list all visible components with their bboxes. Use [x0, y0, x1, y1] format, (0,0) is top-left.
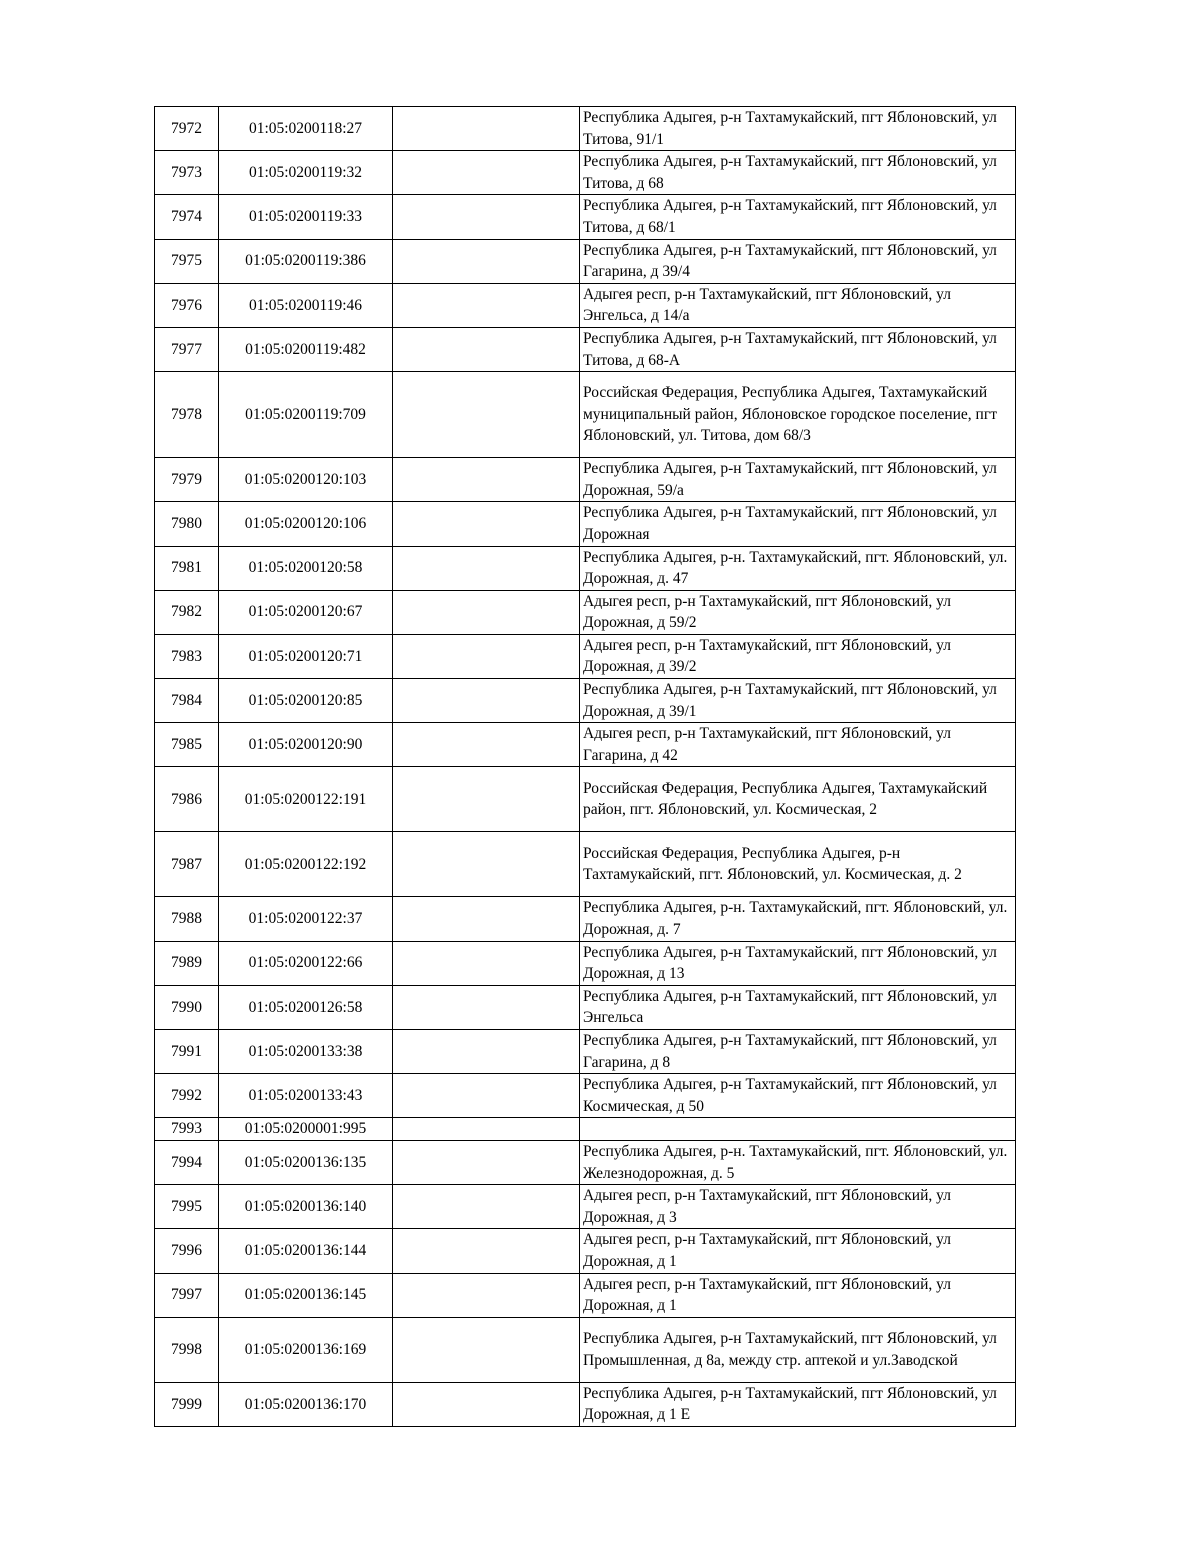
row-number: 7978	[155, 372, 219, 458]
empty-cell	[393, 679, 580, 723]
table-row	[155, 283, 1016, 327]
address: Адыгея респ, р-н Тахтамукайский, пгт Яблоновский, ул Дорожная, д 3	[580, 1185, 1016, 1229]
empty-cell	[393, 151, 580, 195]
empty-cell	[393, 985, 580, 1029]
row-number: 7989	[155, 941, 219, 985]
row-number: 7973	[155, 151, 219, 195]
cadastral-number: 01:05:0200120:103	[219, 458, 393, 502]
address: Республика Адыгея, р-н Тахтамукайский, пгт Яблоновский, ул Дорожная, д 39/1	[580, 679, 1016, 723]
row-number: 7996	[155, 1229, 219, 1273]
table-row	[155, 767, 1016, 832]
row-number: 7988	[155, 897, 219, 941]
table-row	[155, 372, 1016, 458]
cadastral-number: 01:05:0200120:85	[219, 679, 393, 723]
empty-cell	[393, 1317, 580, 1382]
address: Адыгея респ, р-н Тахтамукайский, пгт Яблоновский, ул Дорожная, д 1	[580, 1273, 1016, 1317]
row-number: 7975	[155, 239, 219, 283]
table-row	[155, 679, 1016, 723]
empty-cell	[393, 1030, 580, 1074]
table-row	[155, 1140, 1016, 1184]
empty-cell	[393, 107, 580, 151]
cadastral-number: 01:05:0200119:33	[219, 195, 393, 239]
address: Республика Адыгея, р-н Тахтамукайский, пгт Яблоновский, ул Гагарина, д 39/4	[580, 239, 1016, 283]
row-number: 7995	[155, 1185, 219, 1229]
empty-cell	[393, 546, 580, 590]
address: Республика Адыгея, р-н. Тахтамукайский, пгт. Яблоновский, ул. Железнодорожная, д. 5	[580, 1140, 1016, 1184]
cadastral-number: 01:05:0200126:58	[219, 985, 393, 1029]
address: Республика Адыгея, р-н Тахтамукайский, пгт Яблоновский, ул Дорожная, 59/а	[580, 458, 1016, 502]
row-number: 7993	[155, 1118, 219, 1141]
cadastral-number: 01:05:0200120:67	[219, 590, 393, 634]
empty-cell	[393, 634, 580, 678]
address: Республика Адыгея, р-н Тахтамукайский, пгт Яблоновский, ул Гагарина, д 8	[580, 1030, 1016, 1074]
address: Республика Адыгея, р-н Тахтамукайский, пгт Яблоновский, ул Дорожная, д 1 Е	[580, 1382, 1016, 1426]
table-row	[155, 1317, 1016, 1382]
table-row	[155, 1030, 1016, 1074]
table-row	[155, 327, 1016, 371]
empty-cell	[393, 832, 580, 897]
cadastral-number: 01:05:0200119:46	[219, 283, 393, 327]
address: Республика Адыгея, р-н Тахтамукайский, пгт Яблоновский, ул Энгельса	[580, 985, 1016, 1029]
table-row	[155, 546, 1016, 590]
empty-cell	[393, 1382, 580, 1426]
registry-table	[154, 106, 1016, 1427]
empty-cell	[393, 372, 580, 458]
empty-cell	[393, 1118, 580, 1141]
address: Республика Адыгея, р-н Тахтамукайский, пгт Яблоновский, ул Титова, д 68	[580, 151, 1016, 195]
cadastral-number: 01:05:0200119:709	[219, 372, 393, 458]
row-number: 7980	[155, 502, 219, 546]
empty-cell	[393, 723, 580, 767]
row-number: 7999	[155, 1382, 219, 1426]
row-number: 7983	[155, 634, 219, 678]
row-number: 7992	[155, 1074, 219, 1118]
cadastral-number: 01:05:0200122:37	[219, 897, 393, 941]
empty-cell	[393, 239, 580, 283]
empty-cell	[393, 1074, 580, 1118]
address: Республика Адыгея, р-н Тахтамукайский, пгт Яблоновский, ул Промышленная, д 8а, между стр. аптекой и ул.Заводской	[580, 1317, 1016, 1382]
empty-cell	[393, 1140, 580, 1184]
table-row	[155, 1118, 1016, 1141]
row-number: 7998	[155, 1317, 219, 1382]
row-number: 7997	[155, 1273, 219, 1317]
cadastral-number: 01:05:0200119:482	[219, 327, 393, 371]
row-number: 7991	[155, 1030, 219, 1074]
empty-cell	[393, 590, 580, 634]
table-row	[155, 941, 1016, 985]
cadastral-number: 01:05:0200122:66	[219, 941, 393, 985]
row-number: 7976	[155, 283, 219, 327]
address	[580, 1118, 1016, 1141]
row-number: 7990	[155, 985, 219, 1029]
empty-cell	[393, 502, 580, 546]
cadastral-number: 01:05:0200133:38	[219, 1030, 393, 1074]
row-number: 7977	[155, 327, 219, 371]
row-number: 7982	[155, 590, 219, 634]
address: Республика Адыгея, р-н Тахтамукайский, пгт Яблоновский, ул Космическая, д 50	[580, 1074, 1016, 1118]
address: Адыгея респ, р-н Тахтамукайский, пгт Яблоновский, ул Энгельса, д 14/а	[580, 283, 1016, 327]
empty-cell	[393, 458, 580, 502]
empty-cell	[393, 767, 580, 832]
table-row	[155, 897, 1016, 941]
cadastral-number: 01:05:0200136:140	[219, 1185, 393, 1229]
table-row	[155, 1273, 1016, 1317]
address: Республика Адыгея, р-н. Тахтамукайский, пгт. Яблоновский, ул. Дорожная, д. 7	[580, 897, 1016, 941]
cadastral-number: 01:05:0200118:27	[219, 107, 393, 151]
empty-cell	[393, 1229, 580, 1273]
table-row	[155, 239, 1016, 283]
table-row	[155, 590, 1016, 634]
cadastral-number: 01:05:0200001:995	[219, 1118, 393, 1141]
row-number: 7981	[155, 546, 219, 590]
row-number: 7986	[155, 767, 219, 832]
cadastral-number: 01:05:0200120:71	[219, 634, 393, 678]
table-row	[155, 1229, 1016, 1273]
cadastral-number: 01:05:0200119:32	[219, 151, 393, 195]
table-row	[155, 502, 1016, 546]
row-number: 7994	[155, 1140, 219, 1184]
table-row	[155, 832, 1016, 897]
table-row	[155, 634, 1016, 678]
address: Российская Федерация, Республика Адыгея, Тахтамукайский муниципальный район, Яблоновское городское поселение, пгт Яблоновский, ул. Титова, дом 68/3	[580, 372, 1016, 458]
cadastral-number: 01:05:0200136:169	[219, 1317, 393, 1382]
row-number: 7974	[155, 195, 219, 239]
table-row	[155, 195, 1016, 239]
cadastral-number: 01:05:0200120:90	[219, 723, 393, 767]
empty-cell	[393, 1273, 580, 1317]
empty-cell	[393, 1185, 580, 1229]
row-number: 7972	[155, 107, 219, 151]
empty-cell	[393, 327, 580, 371]
cadastral-number: 01:05:0200133:43	[219, 1074, 393, 1118]
address: Адыгея респ, р-н Тахтамукайский, пгт Яблоновский, ул Дорожная, д 39/2	[580, 634, 1016, 678]
registry-table-body	[155, 107, 1016, 1427]
row-number: 7987	[155, 832, 219, 897]
address: Республика Адыгея, р-н Тахтамукайский, пгт Яблоновский, ул Титова, 91/1	[580, 107, 1016, 151]
cadastral-number: 01:05:0200120:106	[219, 502, 393, 546]
address: Республика Адыгея, р-н Тахтамукайский, пгт Яблоновский, ул Титова, д 68/1	[580, 195, 1016, 239]
address: Республика Адыгея, р-н. Тахтамукайский, пгт. Яблоновский, ул. Дорожная, д. 47	[580, 546, 1016, 590]
cadastral-number: 01:05:0200136:144	[219, 1229, 393, 1273]
row-number: 7979	[155, 458, 219, 502]
empty-cell	[393, 897, 580, 941]
row-number: 7984	[155, 679, 219, 723]
table-row	[155, 1382, 1016, 1426]
empty-cell	[393, 941, 580, 985]
cadastral-number: 01:05:0200119:386	[219, 239, 393, 283]
address: Республика Адыгея, р-н Тахтамукайский, пгт Яблоновский, ул Дорожная	[580, 502, 1016, 546]
table-row	[155, 723, 1016, 767]
address: Адыгея респ, р-н Тахтамукайский, пгт Яблоновский, ул Дорожная, д 1	[580, 1229, 1016, 1273]
cadastral-number: 01:05:0200136:135	[219, 1140, 393, 1184]
empty-cell	[393, 283, 580, 327]
address: Адыгея респ, р-н Тахтамукайский, пгт Яблоновский, ул Гагарина, д 42	[580, 723, 1016, 767]
cadastral-number: 01:05:0200120:58	[219, 546, 393, 590]
address: Российская Федерация, Республика Адыгея, Тахтамукайский район, пгт. Яблоновский, ул. Космическая, 2	[580, 767, 1016, 832]
table-row	[155, 458, 1016, 502]
table-row	[155, 1074, 1016, 1118]
cadastral-number: 01:05:0200122:192	[219, 832, 393, 897]
address: Республика Адыгея, р-н Тахтамукайский, пгт Яблоновский, ул Титова, д 68-А	[580, 327, 1016, 371]
table-row	[155, 107, 1016, 151]
cadastral-number: 01:05:0200122:191	[219, 767, 393, 832]
table-row	[155, 151, 1016, 195]
table-row	[155, 985, 1016, 1029]
address: Российская Федерация, Республика Адыгея, р-н Тахтамукайский, пгт. Яблоновский, ул. Космическая, д. 2	[580, 832, 1016, 897]
address: Адыгея респ, р-н Тахтамукайский, пгт Яблоновский, ул Дорожная, д 59/2	[580, 590, 1016, 634]
table-row	[155, 1185, 1016, 1229]
address: Республика Адыгея, р-н Тахтамукайский, пгт Яблоновский, ул Дорожная, д 13	[580, 941, 1016, 985]
cadastral-number: 01:05:0200136:170	[219, 1382, 393, 1426]
row-number: 7985	[155, 723, 219, 767]
empty-cell	[393, 195, 580, 239]
cadastral-number: 01:05:0200136:145	[219, 1273, 393, 1317]
